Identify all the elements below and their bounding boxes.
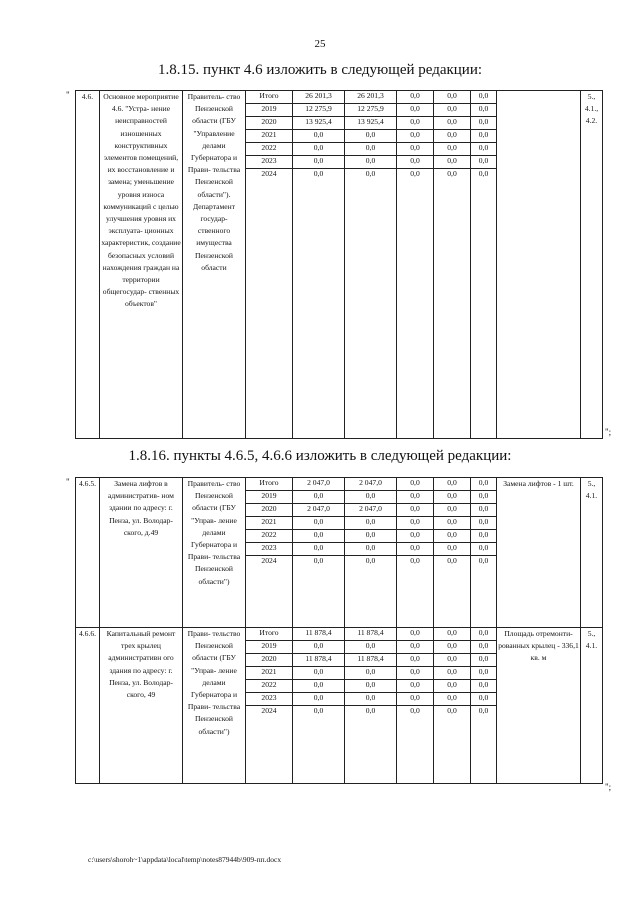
federal-budget-cell: 0,0: [397, 706, 434, 784]
federal-budget-cell: 0,0: [397, 680, 434, 693]
year-cell: 2023: [246, 156, 293, 169]
regional-budget-cell: 13 925,4: [345, 117, 397, 130]
federal-budget-cell: 0,0: [397, 641, 434, 654]
federal-budget-cell: 0,0: [397, 104, 434, 117]
federal-budget-cell: 0,0: [397, 117, 434, 130]
year-cell: Итого: [246, 91, 293, 104]
local-budget-cell: 0,0: [434, 628, 471, 641]
close-quote-1: ";: [605, 427, 612, 437]
measures-table-1: [75, 90, 603, 439]
section-heading-2: 1.8.16. пункты 4.6.5, 4.6.6 изложить в следующей редакции:: [128, 448, 512, 464]
other-source-cell: 0,0: [471, 491, 497, 504]
regional-budget-cell: 0,0: [345, 693, 397, 706]
regional-budget-cell: 2 047,0: [345, 504, 397, 517]
other-source-cell: 0,0: [471, 680, 497, 693]
regional-budget-cell: 12 275,9: [345, 104, 397, 117]
regional-budget-cell: 26 201,3: [345, 91, 397, 104]
close-quote-2: ";: [605, 782, 612, 792]
total-cell: 0,0: [293, 680, 345, 693]
year-cell: 2023: [246, 543, 293, 556]
total-cell: 0,0: [293, 706, 345, 784]
local-budget-cell: 0,0: [434, 517, 471, 530]
regional-budget-cell: 0,0: [345, 543, 397, 556]
local-budget-cell: 0,0: [434, 667, 471, 680]
total-cell: 13 925,4: [293, 117, 345, 130]
measures-table-2: [75, 477, 603, 784]
year-cell: Итого: [246, 478, 293, 491]
year-cell: 2022: [246, 143, 293, 156]
federal-budget-cell: 0,0: [397, 169, 434, 439]
year-cell: 2020: [246, 117, 293, 130]
federal-budget-cell: 0,0: [397, 556, 434, 628]
total-cell: 2 047,0: [293, 478, 345, 491]
regional-budget-cell: 0,0: [345, 706, 397, 784]
other-source-cell: 0,0: [471, 104, 497, 117]
local-budget-cell: 0,0: [434, 680, 471, 693]
local-budget-cell: 0,0: [434, 641, 471, 654]
regional-budget-cell: 0,0: [345, 667, 397, 680]
local-budget-cell: 0,0: [434, 91, 471, 104]
year-cell: 2022: [246, 530, 293, 543]
section-heading-1: 1.8.15. пункт 4.6 изложить в следующей редакции:: [157, 62, 483, 78]
regional-budget-cell: 0,0: [345, 517, 397, 530]
other-source-cell: 0,0: [471, 478, 497, 491]
local-budget-cell: 0,0: [434, 117, 471, 130]
measure-link: 5., 4.1., 4.2.: [581, 91, 603, 439]
local-budget-cell: 0,0: [434, 543, 471, 556]
total-cell: 0,0: [293, 169, 345, 439]
year-cell: 2023: [246, 693, 293, 706]
other-source-cell: 0,0: [471, 169, 497, 439]
other-source-cell: 0,0: [471, 654, 497, 667]
regional-budget-cell: 11 878,4: [345, 654, 397, 667]
measure-name: Капитальный ремонт трех крылец административн ого здания по адресу: г. Пенза, ул. Володар- ского, 49: [100, 628, 183, 784]
other-source-cell: 0,0: [471, 91, 497, 104]
regional-budget-cell: 0,0: [345, 530, 397, 543]
total-cell: 26 201,3: [293, 91, 345, 104]
federal-budget-cell: 0,0: [397, 693, 434, 706]
open-quote-2: ": [66, 477, 70, 487]
regional-budget-cell: 0,0: [345, 169, 397, 439]
local-budget-cell: 0,0: [434, 143, 471, 156]
other-source-cell: 0,0: [471, 530, 497, 543]
page-number: 25: [314, 38, 326, 50]
other-source-cell: 0,0: [471, 556, 497, 628]
other-source-cell: 0,0: [471, 117, 497, 130]
regional-budget-cell: 0,0: [345, 556, 397, 628]
federal-budget-cell: 0,0: [397, 530, 434, 543]
local-budget-cell: 0,0: [434, 104, 471, 117]
federal-budget-cell: 0,0: [397, 143, 434, 156]
local-budget-cell: 0,0: [434, 478, 471, 491]
measure-indicator: [497, 91, 581, 439]
footer-file-path: c:\users\shoroh~1\appdata\local\temp\notes87944b\909-пп.docx: [88, 855, 282, 864]
total-cell: 0,0: [293, 156, 345, 169]
table-row: [76, 91, 603, 104]
local-budget-cell: 0,0: [434, 504, 471, 517]
other-source-cell: 0,0: [471, 641, 497, 654]
other-source-cell: 0,0: [471, 517, 497, 530]
total-cell: 0,0: [293, 517, 345, 530]
other-source-cell: 0,0: [471, 130, 497, 143]
measure-link: 5., 4.1.: [581, 628, 603, 784]
total-cell: 0,0: [293, 130, 345, 143]
total-cell: 0,0: [293, 543, 345, 556]
federal-budget-cell: 0,0: [397, 91, 434, 104]
federal-budget-cell: 0,0: [397, 130, 434, 143]
measure-name: Основное мероприятие 4.6. "Устра- нение неисправностей изношенных конструктивных элементов помещений, их восстановление и замена; уменьшение уровня износа коммуникаций с целью улучшения уровня их эксплуата- ционных характеристик, создание безопасных условий нахождения граждан на территории общегосудар- ственных объектов": [100, 91, 183, 439]
total-cell: 0,0: [293, 491, 345, 504]
regional-budget-cell: 0,0: [345, 130, 397, 143]
other-source-cell: 0,0: [471, 693, 497, 706]
year-cell: 2021: [246, 667, 293, 680]
total-cell: 0,0: [293, 530, 345, 543]
local-budget-cell: 0,0: [434, 530, 471, 543]
year-cell: 2024: [246, 169, 293, 439]
year-cell: 2019: [246, 641, 293, 654]
other-source-cell: 0,0: [471, 156, 497, 169]
year-cell: 2021: [246, 130, 293, 143]
measure-indicator: Замена лифтов - 1 шт.: [497, 478, 581, 628]
local-budget-cell: 0,0: [434, 156, 471, 169]
year-cell: 2021: [246, 517, 293, 530]
year-cell: 2019: [246, 104, 293, 117]
federal-budget-cell: 0,0: [397, 517, 434, 530]
federal-budget-cell: 0,0: [397, 491, 434, 504]
measure-number: 4.6.6.: [76, 628, 100, 784]
federal-budget-cell: 0,0: [397, 667, 434, 680]
local-budget-cell: 0,0: [434, 491, 471, 504]
local-budget-cell: 0,0: [434, 693, 471, 706]
total-cell: 0,0: [293, 667, 345, 680]
federal-budget-cell: 0,0: [397, 478, 434, 491]
measure-name: Замена лифтов в административ- ном здании по адресу: г. Пенза, ул. Володар- ского, д.49: [100, 478, 183, 628]
regional-budget-cell: 0,0: [345, 156, 397, 169]
other-source-cell: 0,0: [471, 667, 497, 680]
local-budget-cell: 0,0: [434, 130, 471, 143]
federal-budget-cell: 0,0: [397, 628, 434, 641]
regional-budget-cell: 0,0: [345, 143, 397, 156]
regional-budget-cell: 0,0: [345, 680, 397, 693]
regional-budget-cell: 2 047,0: [345, 478, 397, 491]
total-cell: 0,0: [293, 693, 345, 706]
regional-budget-cell: 11 878,4: [345, 628, 397, 641]
other-source-cell: 0,0: [471, 628, 497, 641]
other-source-cell: 0,0: [471, 543, 497, 556]
open-quote-1: ": [66, 90, 70, 100]
total-cell: 11 878,4: [293, 628, 345, 641]
other-source-cell: 0,0: [471, 706, 497, 784]
measure-executor: Правитель- ство Пензенской области (ГБУ "Управление делами Губернатора и Прави- тельства Пензенской области"). Департамент государ- ственного имущества Пензенской области: [183, 91, 246, 439]
table-row: [76, 628, 603, 641]
federal-budget-cell: 0,0: [397, 504, 434, 517]
regional-budget-cell: 0,0: [345, 641, 397, 654]
measure-indicator: Площадь отремонти- рованных крылец - 336,1 кв. м: [497, 628, 581, 784]
federal-budget-cell: 0,0: [397, 156, 434, 169]
year-cell: 2022: [246, 680, 293, 693]
total-cell: 0,0: [293, 641, 345, 654]
other-source-cell: 0,0: [471, 143, 497, 156]
year-cell: 2020: [246, 504, 293, 517]
year-cell: 2024: [246, 556, 293, 628]
regional-budget-cell: 0,0: [345, 491, 397, 504]
year-cell: 2020: [246, 654, 293, 667]
measure-link: 5., 4.1.: [581, 478, 603, 628]
total-cell: 0,0: [293, 556, 345, 628]
year-cell: 2019: [246, 491, 293, 504]
measure-number: 4.6.: [76, 91, 100, 439]
other-source-cell: 0,0: [471, 504, 497, 517]
local-budget-cell: 0,0: [434, 556, 471, 628]
federal-budget-cell: 0,0: [397, 543, 434, 556]
table-row: [76, 478, 603, 491]
local-budget-cell: 0,0: [434, 706, 471, 784]
measure-executor: Правитель- ство Пензенской области (ГБУ "Управ- ление делами Губернатора и Прави- тельства Пензенской области"): [183, 478, 246, 628]
total-cell: 2 047,0: [293, 504, 345, 517]
year-cell: Итого: [246, 628, 293, 641]
measure-executor: Прави- тельство Пензенской области (ГБУ "Управ- ление делами Губернатора и Прави- тельства Пензенской области"): [183, 628, 246, 784]
measure-number: 4.6.5.: [76, 478, 100, 628]
total-cell: 12 275,9: [293, 104, 345, 117]
local-budget-cell: 0,0: [434, 654, 471, 667]
year-cell: 2024: [246, 706, 293, 784]
local-budget-cell: 0,0: [434, 169, 471, 439]
total-cell: 0,0: [293, 143, 345, 156]
federal-budget-cell: 0,0: [397, 654, 434, 667]
total-cell: 11 878,4: [293, 654, 345, 667]
